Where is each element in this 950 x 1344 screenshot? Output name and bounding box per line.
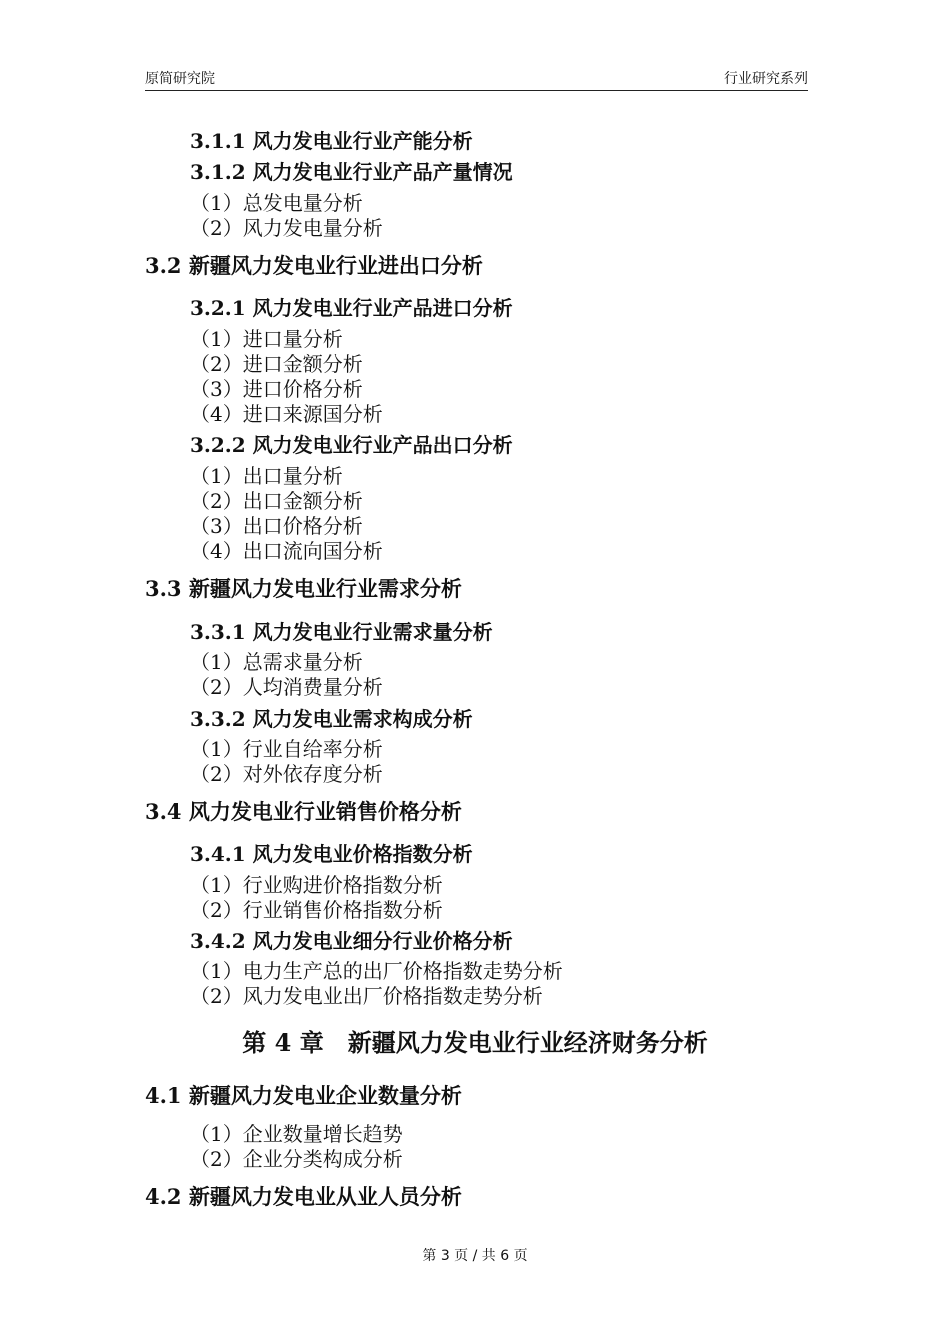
toc-item: （1）企业数量增长趋势 bbox=[190, 1122, 403, 1146]
toc-entry-3-4-2: 3.4.2 风力发电业细分行业价格分析 bbox=[190, 929, 513, 953]
toc-item: （1）总发电量分析 bbox=[190, 191, 363, 215]
toc-item: （2）行业销售价格指数分析 bbox=[190, 898, 443, 922]
toc-section-3-2: 3.2 新疆风力发电业行业进出口分析 bbox=[145, 253, 483, 278]
toc-item: （2）企业分类构成分析 bbox=[190, 1147, 403, 1171]
toc-item: （1）总需求量分析 bbox=[190, 650, 363, 674]
toc-entry-3-3-2: 3.3.2 风力发电业需求构成分析 bbox=[190, 707, 473, 731]
toc-item: （1）行业购进价格指数分析 bbox=[190, 873, 443, 897]
toc-item: （3）出口价格分析 bbox=[190, 514, 363, 538]
header-publisher: 原简研究院 bbox=[145, 71, 215, 87]
toc-entry-3-4-1: 3.4.1 风力发电业价格指数分析 bbox=[190, 842, 473, 866]
toc-item: （1）行业自给率分析 bbox=[190, 737, 383, 761]
toc-chapter-4: 第 4 章 新疆风力发电业行业经济财务分析 bbox=[242, 1028, 708, 1057]
toc-item: （1）出口量分析 bbox=[190, 464, 343, 488]
page-number: 第 3 页 / 共 6 页 bbox=[422, 1248, 528, 1264]
toc-item: （2）风力发电量分析 bbox=[190, 216, 383, 240]
toc-item: （2）风力发电业出厂价格指数走势分析 bbox=[190, 984, 543, 1008]
toc-item: （2）对外依存度分析 bbox=[190, 762, 383, 786]
toc-section-4-2: 4.2 新疆风力发电业从业人员分析 bbox=[145, 1184, 462, 1209]
toc-section-3-3: 3.3 新疆风力发电业行业需求分析 bbox=[145, 576, 462, 601]
toc-entry-3-3-1: 3.3.1 风力发电业行业需求量分析 bbox=[190, 620, 493, 644]
toc-entry-3-1-1: 3.1.1 风力发电业行业产能分析 bbox=[190, 129, 473, 153]
toc-section-3-4: 3.4 风力发电业行业销售价格分析 bbox=[145, 799, 462, 824]
toc-entry-3-2-2: 3.2.2 风力发电业行业产品出口分析 bbox=[190, 433, 513, 457]
toc-item: （4）进口来源国分析 bbox=[190, 402, 383, 426]
toc-item: （2）人均消费量分析 bbox=[190, 675, 383, 699]
toc-item: （2）出口金额分析 bbox=[190, 489, 363, 513]
toc-item: （1）进口量分析 bbox=[190, 327, 343, 351]
toc-item: （1）电力生产总的出厂价格指数走势分析 bbox=[190, 959, 563, 983]
header-series: 行业研究系列 bbox=[724, 71, 808, 87]
page-header bbox=[145, 66, 808, 91]
toc-item: （2）进口金额分析 bbox=[190, 352, 363, 376]
toc-item: （3）进口价格分析 bbox=[190, 377, 363, 401]
toc-entry-3-1-2: 3.1.2 风力发电业行业产品产量情况 bbox=[190, 160, 513, 184]
toc-item: （4）出口流向国分析 bbox=[190, 539, 383, 563]
toc-entry-3-2-1: 3.2.1 风力发电业行业产品进口分析 bbox=[190, 296, 513, 320]
toc-section-4-1: 4.1 新疆风力发电业企业数量分析 bbox=[145, 1083, 462, 1108]
